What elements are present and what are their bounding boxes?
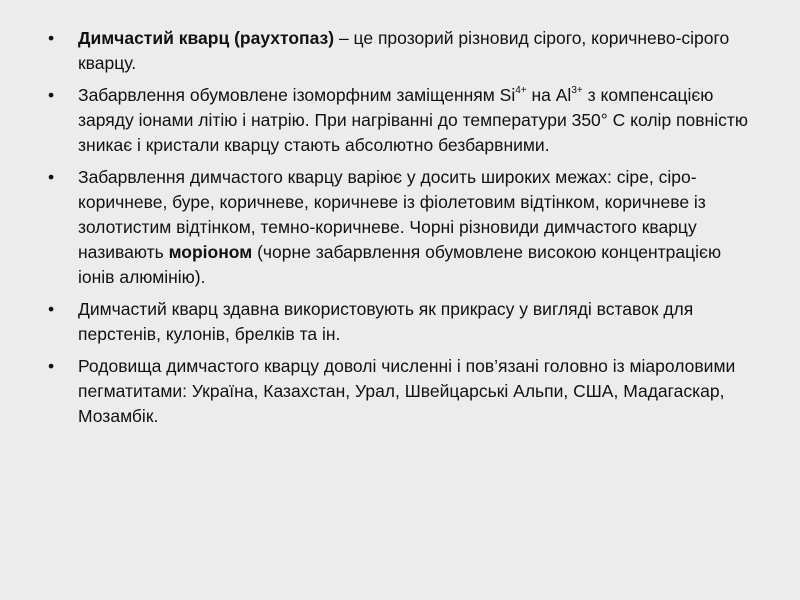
bullet-icon: •: [48, 356, 55, 376]
coloration-text-part2: на Al: [526, 85, 572, 105]
bullet-icon: •: [48, 28, 55, 48]
term-smoky-quartz: Димчастий кварц (раухтопаз): [78, 28, 335, 48]
bullet-icon: •: [48, 299, 55, 319]
bullet-icon: •: [48, 85, 55, 105]
bullet-item-deposits: [48, 354, 760, 429]
coloration-text-part3: з компенсацією заряду іонами літію і натрію. При нагріванні до температури 350° С колір повністю зникає і кристали кварцу стають абсолютно безбарвними.: [78, 85, 748, 155]
superscript-si-charge: 4+: [515, 85, 527, 96]
bullet-item-coloration-origin: [48, 83, 760, 158]
definition-text: – це прозорий різновид сірого, коричнево-сірого кварцу.: [78, 28, 730, 73]
bullet-item-usage: [48, 297, 760, 347]
bullet-item-definition: [48, 26, 760, 76]
term-morion: моріоном: [168, 242, 253, 262]
variation-text-part2: (чорне забарвлення обумовлене високою концентрацією іонів алюмінію).: [78, 242, 722, 287]
variation-text-part1: Забарвлення димчастого кварцу варіює у досить широких межах: сіре, сіро-коричневе, буре, коричневе, коричневе із фіолетовим відтінком, коричневе із золотистим відтінком, темно-коричневе. Чорні різновиди димчастого кварцу називають: [78, 167, 706, 262]
deposits-text: Родовища димчастого кварцу доволі численні і пов’язані головно із міароловими пегматитами: Україна, Казахстан, Урал, Швейцарські Альпи, США, Мадагаскар, Мозамбік.: [78, 356, 736, 426]
superscript-al-charge: 3+: [571, 85, 583, 96]
bullet-list: [48, 26, 760, 436]
usage-text: Димчастий кварц здавна використовують як прикрасу у вигляді вставок для перстенів, кулонів, брелків та ін.: [78, 299, 694, 344]
bullet-item-color-variation: [48, 165, 760, 290]
coloration-text-part1: Забарвлення обумовлене ізоморфним заміщенням Si: [78, 85, 516, 105]
bullet-icon: •: [48, 167, 55, 187]
